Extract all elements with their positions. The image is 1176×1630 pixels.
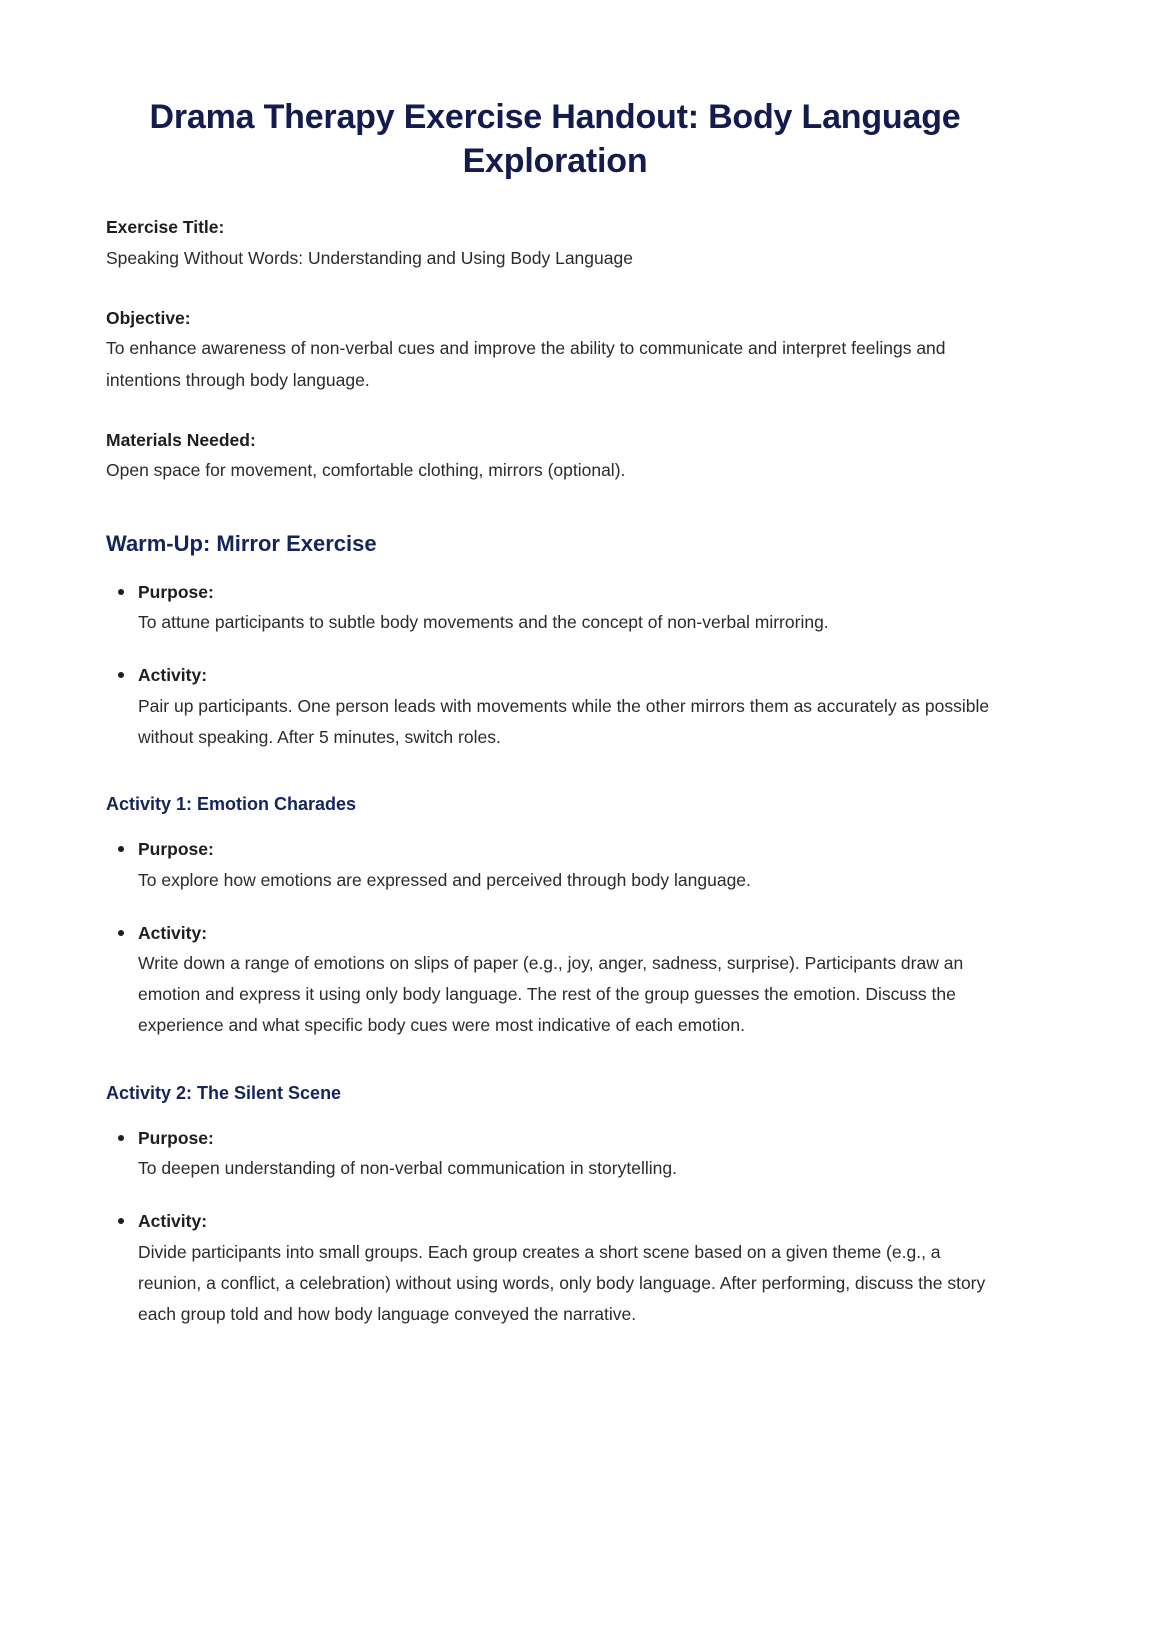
list-item xyxy=(106,1123,1006,1184)
section-heading: Activity 1: Emotion Charades xyxy=(106,794,357,815)
field-materials-needed xyxy=(106,425,1006,487)
bullet-text: Divide participants into small groups. Each group creates a short scene based on a given theme (e.g., a reunion, a conflict, a celebration) without using words, only body language. After performing, discuss the story each group told and how body language conveyed the narrative. xyxy=(138,1241,986,1324)
field-label: Exercise Title: xyxy=(106,217,225,238)
field-objective xyxy=(106,303,1006,396)
field-value: Speaking Without Words: Understanding and Using Body Language xyxy=(106,247,633,268)
section-activity-2 xyxy=(106,1042,1006,1330)
list-item xyxy=(106,1206,1006,1330)
bullet-dot-icon xyxy=(118,846,124,852)
section-heading: Activity 2: The Silent Scene xyxy=(106,1082,342,1103)
bullet-label: Purpose: xyxy=(138,839,214,860)
bullet-dot-icon xyxy=(118,672,124,678)
field-value: Open space for movement, comfortable clothing, mirrors (optional). xyxy=(106,460,626,481)
bullet-text: To explore how emotions are expressed and perceived through body language. xyxy=(138,869,751,890)
bullet-list xyxy=(106,816,1006,1041)
bullet-label: Activity: xyxy=(138,1211,208,1232)
bullet-text: To deepen understanding of non-verbal communication in storytelling. xyxy=(138,1158,677,1179)
field-exercise-title xyxy=(106,212,1006,274)
bullet-list xyxy=(106,559,1006,753)
bullet-text: Pair up participants. One person leads with movements while the other mirrors them as accurately as possible without speaking. After 5 minutes, switch roles. xyxy=(138,695,990,747)
field-label: Objective: xyxy=(106,307,191,328)
list-item xyxy=(106,918,1006,1042)
bullet-label: Activity: xyxy=(138,922,208,943)
bullet-dot-icon xyxy=(118,589,124,595)
section-warm-up xyxy=(106,486,1006,753)
section-heading: Warm-Up: Mirror Exercise xyxy=(106,531,377,557)
bullet-label: Activity: xyxy=(138,665,208,686)
section-activity-1 xyxy=(106,753,1006,1041)
bullet-label: Purpose: xyxy=(138,582,214,603)
bullet-dot-icon xyxy=(118,1218,124,1224)
bullet-dot-icon xyxy=(118,930,124,936)
bullet-list xyxy=(106,1105,1006,1330)
field-label: Materials Needed: xyxy=(106,429,256,450)
page-title: Drama Therapy Exercise Handout: Body Language Exploration xyxy=(149,98,961,180)
field-value: To enhance awareness of non-verbal cues and improve the ability to communicate and interpret feelings and intentions through body language. xyxy=(106,338,946,390)
list-item xyxy=(106,660,1006,753)
list-item xyxy=(106,577,1006,638)
document-content xyxy=(106,0,1006,1330)
list-item xyxy=(106,834,1006,895)
bullet-text: To attune participants to subtle body movements and the concept of non-verbal mirroring. xyxy=(138,612,829,633)
bullet-label: Purpose: xyxy=(138,1127,214,1148)
bullet-text: Write down a range of emotions on slips of paper (e.g., joy, anger, sadness, surprise). Participants draw an emotion and express it using only body language. The rest of the group guesses the emotion. Discuss the experience and what specific body cues were most indicative of each emotion. xyxy=(138,953,964,1036)
bullet-dot-icon xyxy=(118,1135,124,1141)
